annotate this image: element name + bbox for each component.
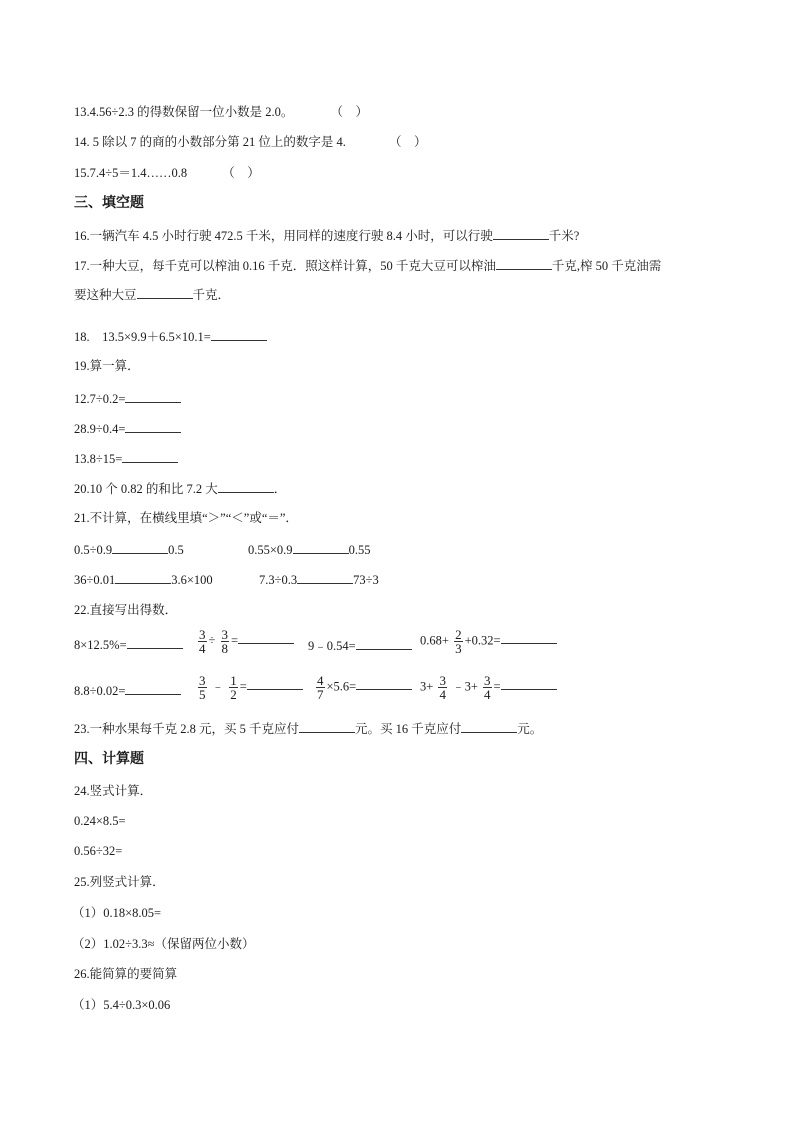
answer-blank[interactable] (299, 720, 355, 733)
numerator: 4 (317, 673, 324, 688)
answer-blank[interactable] (125, 682, 181, 695)
answer-blank[interactable] (115, 571, 171, 584)
answer-blank[interactable] (247, 677, 303, 690)
question-19-item (74, 390, 181, 407)
left-expression: 36÷0.01 (74, 573, 116, 587)
denominator: 4 (199, 641, 206, 656)
left-expression: 0.5÷0.9 (74, 543, 113, 557)
equals: = (231, 633, 239, 648)
answer-blank[interactable] (127, 636, 183, 649)
operator: ﹣ (211, 679, 225, 694)
answer-blank[interactable] (293, 541, 349, 554)
mental-math-item (420, 674, 557, 701)
mental-math-item (196, 674, 303, 701)
question-17 (74, 257, 661, 274)
section-heading-calculation: 四、计算题 (74, 751, 144, 767)
question-17-text-mid: 千克,榨 50 千克油需 (551, 259, 662, 273)
question-25-title: 25.列竖式计算． (74, 875, 165, 889)
fraction (483, 674, 492, 701)
question-25-item: （2）1.02÷3.3≈（保留两位小数） (72, 937, 255, 951)
question-13 (74, 104, 368, 120)
mental-math-item (196, 628, 294, 655)
question-19-item (74, 420, 181, 437)
fraction (229, 674, 238, 701)
fraction (221, 628, 230, 655)
answer-paren[interactable]: （ ） (330, 105, 369, 119)
expression-prefix: 3+ (420, 679, 434, 694)
compare-item (74, 571, 213, 588)
compare-item (259, 571, 379, 588)
denominator: 3 (455, 641, 462, 656)
section-heading-fill-blank: 三、填空题 (74, 195, 144, 211)
question-26-title: 26.能简算的要简算 (74, 967, 178, 981)
fraction (198, 628, 207, 655)
question-21-title: 21.不计算，在横线里填“＞”“＜”或“＝”． (74, 511, 298, 525)
compare-item (248, 541, 370, 558)
expression-suffix: ×5.6= (326, 679, 357, 694)
numerator: 3 (439, 673, 446, 688)
answer-blank[interactable] (493, 227, 549, 240)
answer-blank[interactable] (125, 420, 181, 433)
period: ． (273, 482, 287, 496)
question-23-text-mid: 元。买 16 千克应付 (355, 722, 462, 736)
question-14-text: 14. 5 除以 7 的商的小数部分第 21 位上的数字是 4. (74, 135, 346, 149)
expression: 9﹣0.54= (308, 639, 356, 653)
denominator: 4 (439, 687, 446, 702)
question-18-text: 18. 13.5×9.9＋6.5×10.1= (74, 330, 211, 344)
question-24-item: 0.24×8.5= (74, 814, 126, 828)
operator: ÷ (208, 633, 216, 648)
answer-blank[interactable] (496, 257, 552, 270)
equals: = (239, 679, 247, 694)
mental-math-item (308, 636, 412, 654)
answer-blank[interactable] (125, 390, 181, 403)
expression: 12.7÷0.2= (74, 392, 126, 406)
answer-blank[interactable] (501, 631, 557, 644)
question-24-item: 0.56÷32= (74, 844, 123, 858)
expression-prefix: 0.68+ (420, 633, 449, 648)
numerator: 3 (221, 627, 228, 642)
question-19-title: 19.算一算． (74, 359, 140, 373)
question-17-unit: 千克． (192, 288, 231, 302)
mental-math-item (420, 628, 557, 655)
expression: 13.8÷15= (74, 452, 123, 466)
compare-item (74, 541, 184, 558)
question-17-line2 (74, 286, 230, 303)
mental-math-item (314, 674, 412, 701)
question-24-title: 24.竖式计算． (74, 784, 153, 798)
answer-paren[interactable]: （ ） (389, 135, 427, 149)
right-expression: 73÷3 (353, 573, 379, 587)
question-19-item (74, 450, 178, 467)
denominator: 5 (199, 687, 206, 702)
numerator: 3 (199, 673, 206, 688)
mental-math-item (74, 636, 183, 653)
expression: 8×12.5%= (74, 638, 127, 652)
answer-blank[interactable] (356, 637, 412, 650)
answer-blank[interactable] (112, 541, 168, 554)
denominator: 2 (230, 687, 237, 702)
answer-blank[interactable] (218, 480, 274, 493)
numerator: 1 (230, 673, 237, 688)
fraction (316, 674, 325, 701)
answer-blank[interactable] (137, 286, 193, 299)
fraction (198, 674, 207, 701)
expression: 8.8÷0.02= (74, 684, 126, 698)
question-15 (74, 165, 260, 181)
expression-suffix: +0.32= (464, 633, 501, 648)
question-23 (74, 720, 542, 737)
question-16-unit: 千米? (548, 229, 580, 243)
question-16 (74, 227, 579, 244)
mental-math-item (74, 682, 181, 699)
expression: 28.9÷0.4= (74, 422, 126, 436)
numerator: 2 (455, 627, 462, 642)
fraction (454, 628, 463, 655)
question-20 (74, 480, 286, 497)
question-22-title: 22.直接写出得数． (74, 603, 178, 617)
question-14 (74, 134, 427, 150)
answer-blank[interactable] (297, 571, 353, 584)
answer-blank[interactable] (238, 631, 294, 644)
answer-blank[interactable] (501, 677, 557, 690)
fraction (438, 674, 447, 701)
question-23-text: 23.一种水果每千克 2.8 元，买 5 千克应付 (74, 722, 300, 736)
equals: = (493, 679, 501, 694)
right-expression: 0.5 (168, 543, 184, 557)
question-23-unit: 元。 (517, 722, 543, 736)
question-18 (74, 328, 267, 345)
numerator: 3 (199, 627, 206, 642)
numerator: 3 (484, 673, 491, 688)
question-20-text: 20.10 个 0.82 的和比 7.2 大 (74, 482, 218, 496)
denominator: 4 (484, 687, 491, 702)
question-13-text: 13.4.56÷2.3 的得数保留一位小数是 2.0。 (74, 105, 294, 119)
left-expression: 7.3÷0.3 (259, 573, 298, 587)
right-expression: 0.55 (348, 543, 371, 557)
left-expression: 0.55×0.9 (248, 543, 293, 557)
question-16-text: 16.一辆汽车 4.5 小时行驶 472.5 千米，用同样的速度行驶 8.4 小时，可以行驶 (74, 229, 493, 243)
answer-blank[interactable] (122, 450, 178, 463)
question-26-item: （1）5.4÷0.3×0.06 (72, 998, 171, 1012)
expression-middle: ﹣3+ (452, 679, 478, 694)
question-17-text-line2: 要这种大豆 (74, 288, 137, 302)
answer-blank[interactable] (356, 677, 412, 690)
right-expression: 3.6×100 (171, 573, 213, 587)
answer-paren[interactable]: （ ） (222, 166, 260, 180)
denominator: 7 (317, 687, 324, 702)
denominator: 8 (221, 641, 228, 656)
question-25-item: （1）0.18×8.05= (72, 906, 162, 920)
question-17-text: 17.一种大豆，每千克可以榨油 0.16 千克．照这样计算，50 千克大豆可以榨油 (74, 259, 496, 273)
answer-blank[interactable] (461, 720, 517, 733)
question-15-text: 15.7.4÷5＝1.4……0.8 (74, 166, 188, 180)
answer-blank[interactable] (211, 328, 267, 341)
